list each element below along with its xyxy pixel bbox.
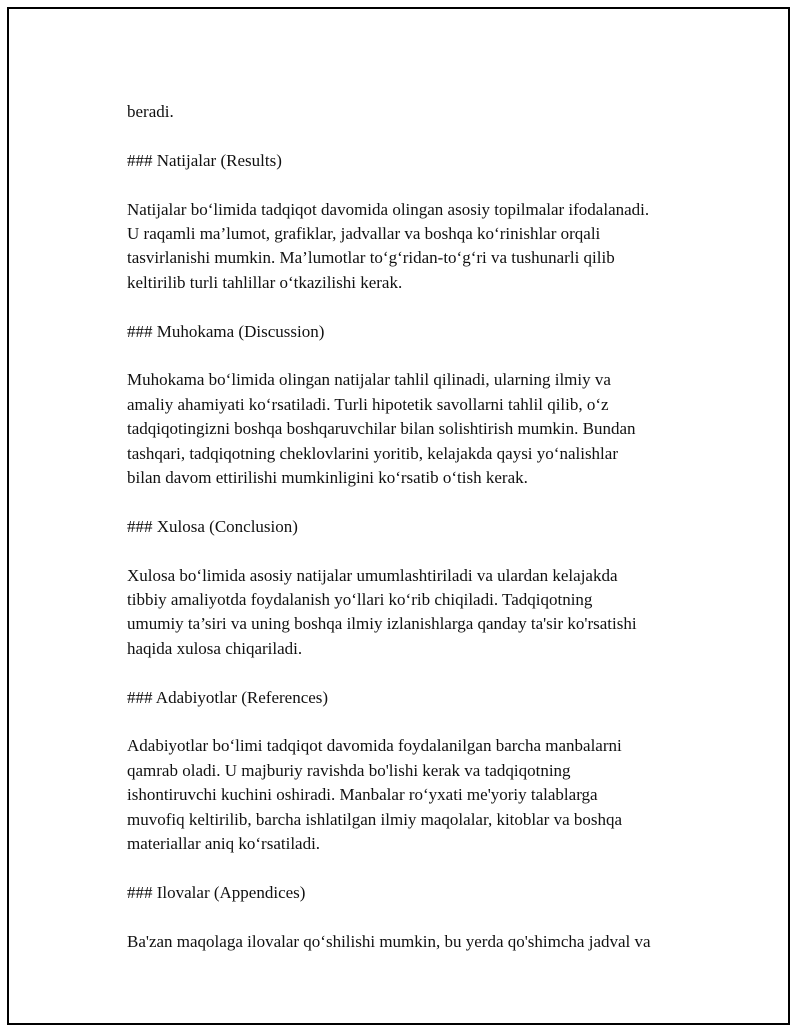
block-spacer (127, 490, 727, 514)
text-line: tasvirlanishi mumkin. Ma’lumotlar to‘g‘ridan-to‘g‘ri va tushunarli qilib (127, 248, 615, 268)
text-line: tibbiy amaliyotda foydalanish yo‘llari ko‘rib chiqiladi. Tadqiqotning (127, 590, 593, 610)
heading-references: ### Adabiyotlar (References) (127, 687, 329, 707)
paragraph-continuation (127, 100, 727, 124)
block-spacer (127, 661, 727, 685)
text-line: Natijalar bo‘limida tadqiqot davomida olingan asosiy topilmalar ifodalanadi. (127, 199, 650, 219)
text-line: materiallar aniq ko‘rsatiladi. (127, 834, 321, 854)
text-line: umumiy ta’siri va uning boshqa ilmiy izlanishlarga qanday ta'sir ko'rsatishi (127, 614, 637, 634)
heading-appendices: ### Ilovalar (Appendices) (127, 882, 306, 902)
text-line: Muhokama bo‘limida olingan natijalar tahlil qilinadi, ularning ilmiy va (127, 370, 611, 390)
paragraph-appendices (127, 930, 727, 954)
paragraph-conclusion (127, 564, 727, 662)
text-line: haqida xulosa chiqariladi. (127, 638, 303, 658)
text-line: qamrab oladi. U majburiy ravishda bo'lishi kerak va tadqiqotning (127, 760, 571, 780)
document-body (127, 100, 727, 954)
text-line: Adabiyotlar bo‘limi tadqiqot davomida foydalanilgan barcha manbalarni (127, 736, 622, 756)
heading-discussion: ### Muhokama (Discussion) (127, 321, 325, 341)
text-line: muvofiq keltirilib, barcha ishlatilgan ilmiy maqolalar, kitoblar va boshqa (127, 809, 623, 829)
paragraph-results (127, 198, 727, 296)
heading-results: ### Natijalar (Results) (127, 150, 282, 170)
text-line: bilan davom ettirilishi mumkinligini ko‘rsatib o‘tish kerak. (127, 468, 528, 488)
text-line: ishontiruvchi kuchini oshiradi. Manbalar ro‘yxati me'yoriy talablarga (127, 785, 598, 805)
text-line: amaliy ahamiyati ko‘rsatiladi. Turli hipotetik savollarni tahlil qilib, o‘z (127, 394, 609, 414)
block-spacer (127, 710, 727, 734)
text-line: keltirilib turli tahlillar o‘tkazilishi kerak. (127, 272, 403, 292)
text-line: tashqari, tadqiqotning cheklovlarini yoritib, kelajakda qaysi yo‘nalishlar (127, 443, 618, 463)
text-line: tadqiqotingizni boshqa boshqaruvchilar bilan solishtirish mumkin. Bundan (127, 419, 636, 439)
text-line: beradi. (127, 102, 174, 121)
text-line: U raqamli ma’lumot, grafiklar, jadvallar va boshqa ko‘rinishlar orqali (127, 224, 601, 243)
block-spacer (127, 173, 727, 197)
block-spacer (127, 344, 727, 368)
text-line: Xulosa bo‘limida asosiy natijalar umumlashtiriladi va ulardan kelajakda (127, 565, 618, 585)
block-spacer (127, 295, 727, 319)
page-frame (7, 7, 790, 1025)
block-spacer (127, 539, 727, 563)
block-spacer (127, 905, 727, 929)
paragraph-discussion (127, 368, 727, 490)
block-spacer (127, 856, 727, 880)
text-line: Ba'zan maqolaga ilovalar qo‘shilishi mumkin, bu yerda qo'shimcha jadval va (127, 931, 651, 951)
paragraph-references (127, 734, 727, 856)
heading-conclusion: ### Xulosa (Conclusion) (127, 516, 298, 536)
block-spacer (127, 124, 727, 148)
